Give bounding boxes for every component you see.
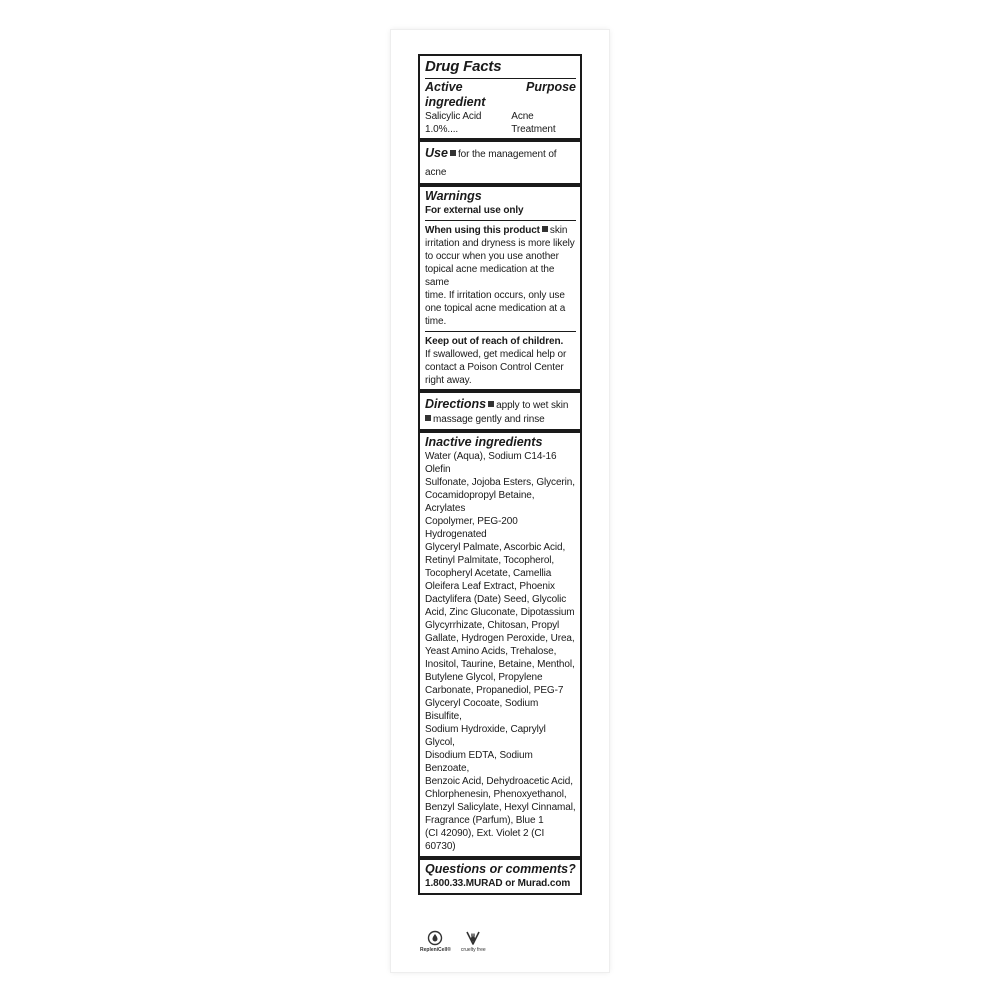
logo-row	[420, 930, 486, 953]
inactive-ingredient-line: Oleifera Leaf Extract, Phoenix	[425, 581, 555, 592]
when-using-header: When using this product	[425, 225, 540, 236]
active-ingredient-header-row	[425, 80, 576, 110]
inactive-ingredients-section	[420, 429, 580, 856]
drug-facts-title: Drug Facts	[425, 58, 502, 75]
warnings-header: Warnings	[425, 189, 482, 203]
questions-section	[420, 856, 580, 893]
when-using-line: skin	[549, 225, 568, 236]
inactive-ingredient-line: Chlorphenesin, Phenoxyethanol,	[425, 789, 567, 800]
when-using-line: to occur when you use another	[425, 251, 559, 262]
keep-out-line: If swallowed, get medical help or	[425, 349, 567, 360]
inactive-ingredient-line: Disodium EDTA, Sodium Benzoate,	[425, 750, 533, 774]
inactive-ingredient-line: Copolymer, PEG-200 Hydrogenated	[425, 516, 518, 540]
inactive-ingredient-line: Sulfonate, Jojoba Esters, Glycerin,	[425, 477, 575, 488]
inactive-ingredient-line: Benzyl Salicylate, Hexyl Cinnamal,	[425, 802, 576, 813]
inactive-ingredient-line: Tocopheryl Acetate, Camellia	[425, 568, 552, 579]
active-ingredient-name: Salicylic Acid 1.0%....	[425, 111, 482, 135]
directions-header: Directions	[425, 397, 487, 411]
replenicell-logo	[420, 930, 451, 953]
inactive-ingredient-line: Acid, Zinc Gluconate, Dipotassium	[425, 607, 575, 618]
bullet-square-icon	[450, 150, 456, 156]
keep-out-line: contact a Poison Control Center	[425, 362, 564, 373]
inactive-ingredient-line: Benzoic Acid, Dehydroacetic Acid,	[425, 776, 573, 787]
drug-facts-header-section	[420, 56, 580, 138]
inactive-ingredient-line: Glycyrrhizate, Chitosan, Propyl	[425, 620, 560, 631]
inactive-ingredient-line: Yeast Amino Acids, Trehalose,	[425, 646, 557, 657]
active-ingredient-row	[425, 110, 576, 136]
inactive-ingredient-line: Fragrance (Parfum), Blue 1	[425, 815, 544, 826]
divider	[425, 331, 576, 332]
inactive-ingredient-line: Cocamidopropyl Betaine, Acrylates	[425, 490, 535, 514]
active-ingredient-purpose: Acne Treatment	[511, 111, 556, 135]
bullet-square-icon	[542, 226, 548, 232]
keep-out-line: right away.	[425, 375, 472, 386]
use-text: for the management of acne	[425, 149, 557, 178]
active-ingredient-header: Active ingredient	[425, 80, 486, 109]
divider	[425, 78, 576, 79]
inactive-ingredient-line: Glyceryl Cocoate, Sodium Bisulfite,	[425, 698, 539, 722]
when-using-line: irritation and dryness is more likely	[425, 238, 575, 249]
bullet-square-icon	[488, 401, 494, 407]
bullet-square-icon	[425, 415, 431, 421]
divider	[425, 220, 576, 221]
inactive-ingredient-line: Retinyl Palmitate, Tocopherol,	[425, 555, 555, 566]
drop-circle-icon	[427, 930, 443, 946]
when-using-line: one topical acne medication at a	[425, 303, 566, 314]
bunny-icon	[465, 930, 481, 946]
cruelty-free-logo	[461, 930, 486, 953]
external-use-text: For external use only	[425, 205, 524, 216]
inactive-ingredient-line: Sodium Hydroxide, Caprylyl Glycol,	[425, 724, 546, 748]
use-header: Use	[425, 146, 448, 160]
drug-facts-panel	[418, 54, 582, 895]
inactive-ingredient-line: Gallate, Hydrogen Peroxide, Urea,	[425, 633, 575, 644]
questions-header: Questions or comments?	[425, 862, 576, 876]
inactive-ingredients-header: Inactive ingredients	[425, 435, 543, 449]
inactive-ingredient-line: Dactylifera (Date) Seed, Glycolic	[425, 594, 567, 605]
warnings-section	[420, 183, 580, 389]
inactive-ingredient-line: Water (Aqua), Sodium C14-16 Olefin	[425, 451, 557, 475]
inactive-ingredient-line: (CI 42090), Ext. Violet 2 (CI 60730)	[425, 828, 545, 852]
inactive-ingredients-list	[425, 450, 576, 853]
when-using-block	[425, 224, 576, 328]
when-using-line: time. If irritation occurs, only use	[425, 290, 565, 301]
when-using-line: time.	[425, 316, 447, 327]
purpose-header: Purpose	[525, 80, 576, 94]
directions-section	[420, 389, 580, 429]
keep-out-header: Keep out of reach of children.	[425, 336, 564, 347]
inactive-ingredient-line: Glyceryl Palmate, Ascorbic Acid,	[425, 542, 566, 553]
questions-contact: 1.800.33.MURAD or Murad.com	[425, 878, 571, 889]
keep-out-block	[425, 335, 576, 387]
directions-item: massage gently and rinse	[433, 414, 545, 425]
directions-item: apply to wet skin	[496, 400, 569, 411]
when-using-line: topical acne medication at the same	[425, 264, 555, 288]
use-section	[420, 138, 580, 183]
inactive-ingredient-line: Carbonate, Propanediol, PEG-7	[425, 685, 564, 696]
inactive-ingredient-line: Inositol, Taurine, Betaine, Menthol,	[425, 659, 575, 670]
cruelty-free-label: cruelty free	[460, 947, 486, 953]
inactive-ingredient-line: Butylene Glycol, Propylene	[425, 672, 543, 683]
replenicell-label: RepleniCell®	[420, 947, 451, 953]
